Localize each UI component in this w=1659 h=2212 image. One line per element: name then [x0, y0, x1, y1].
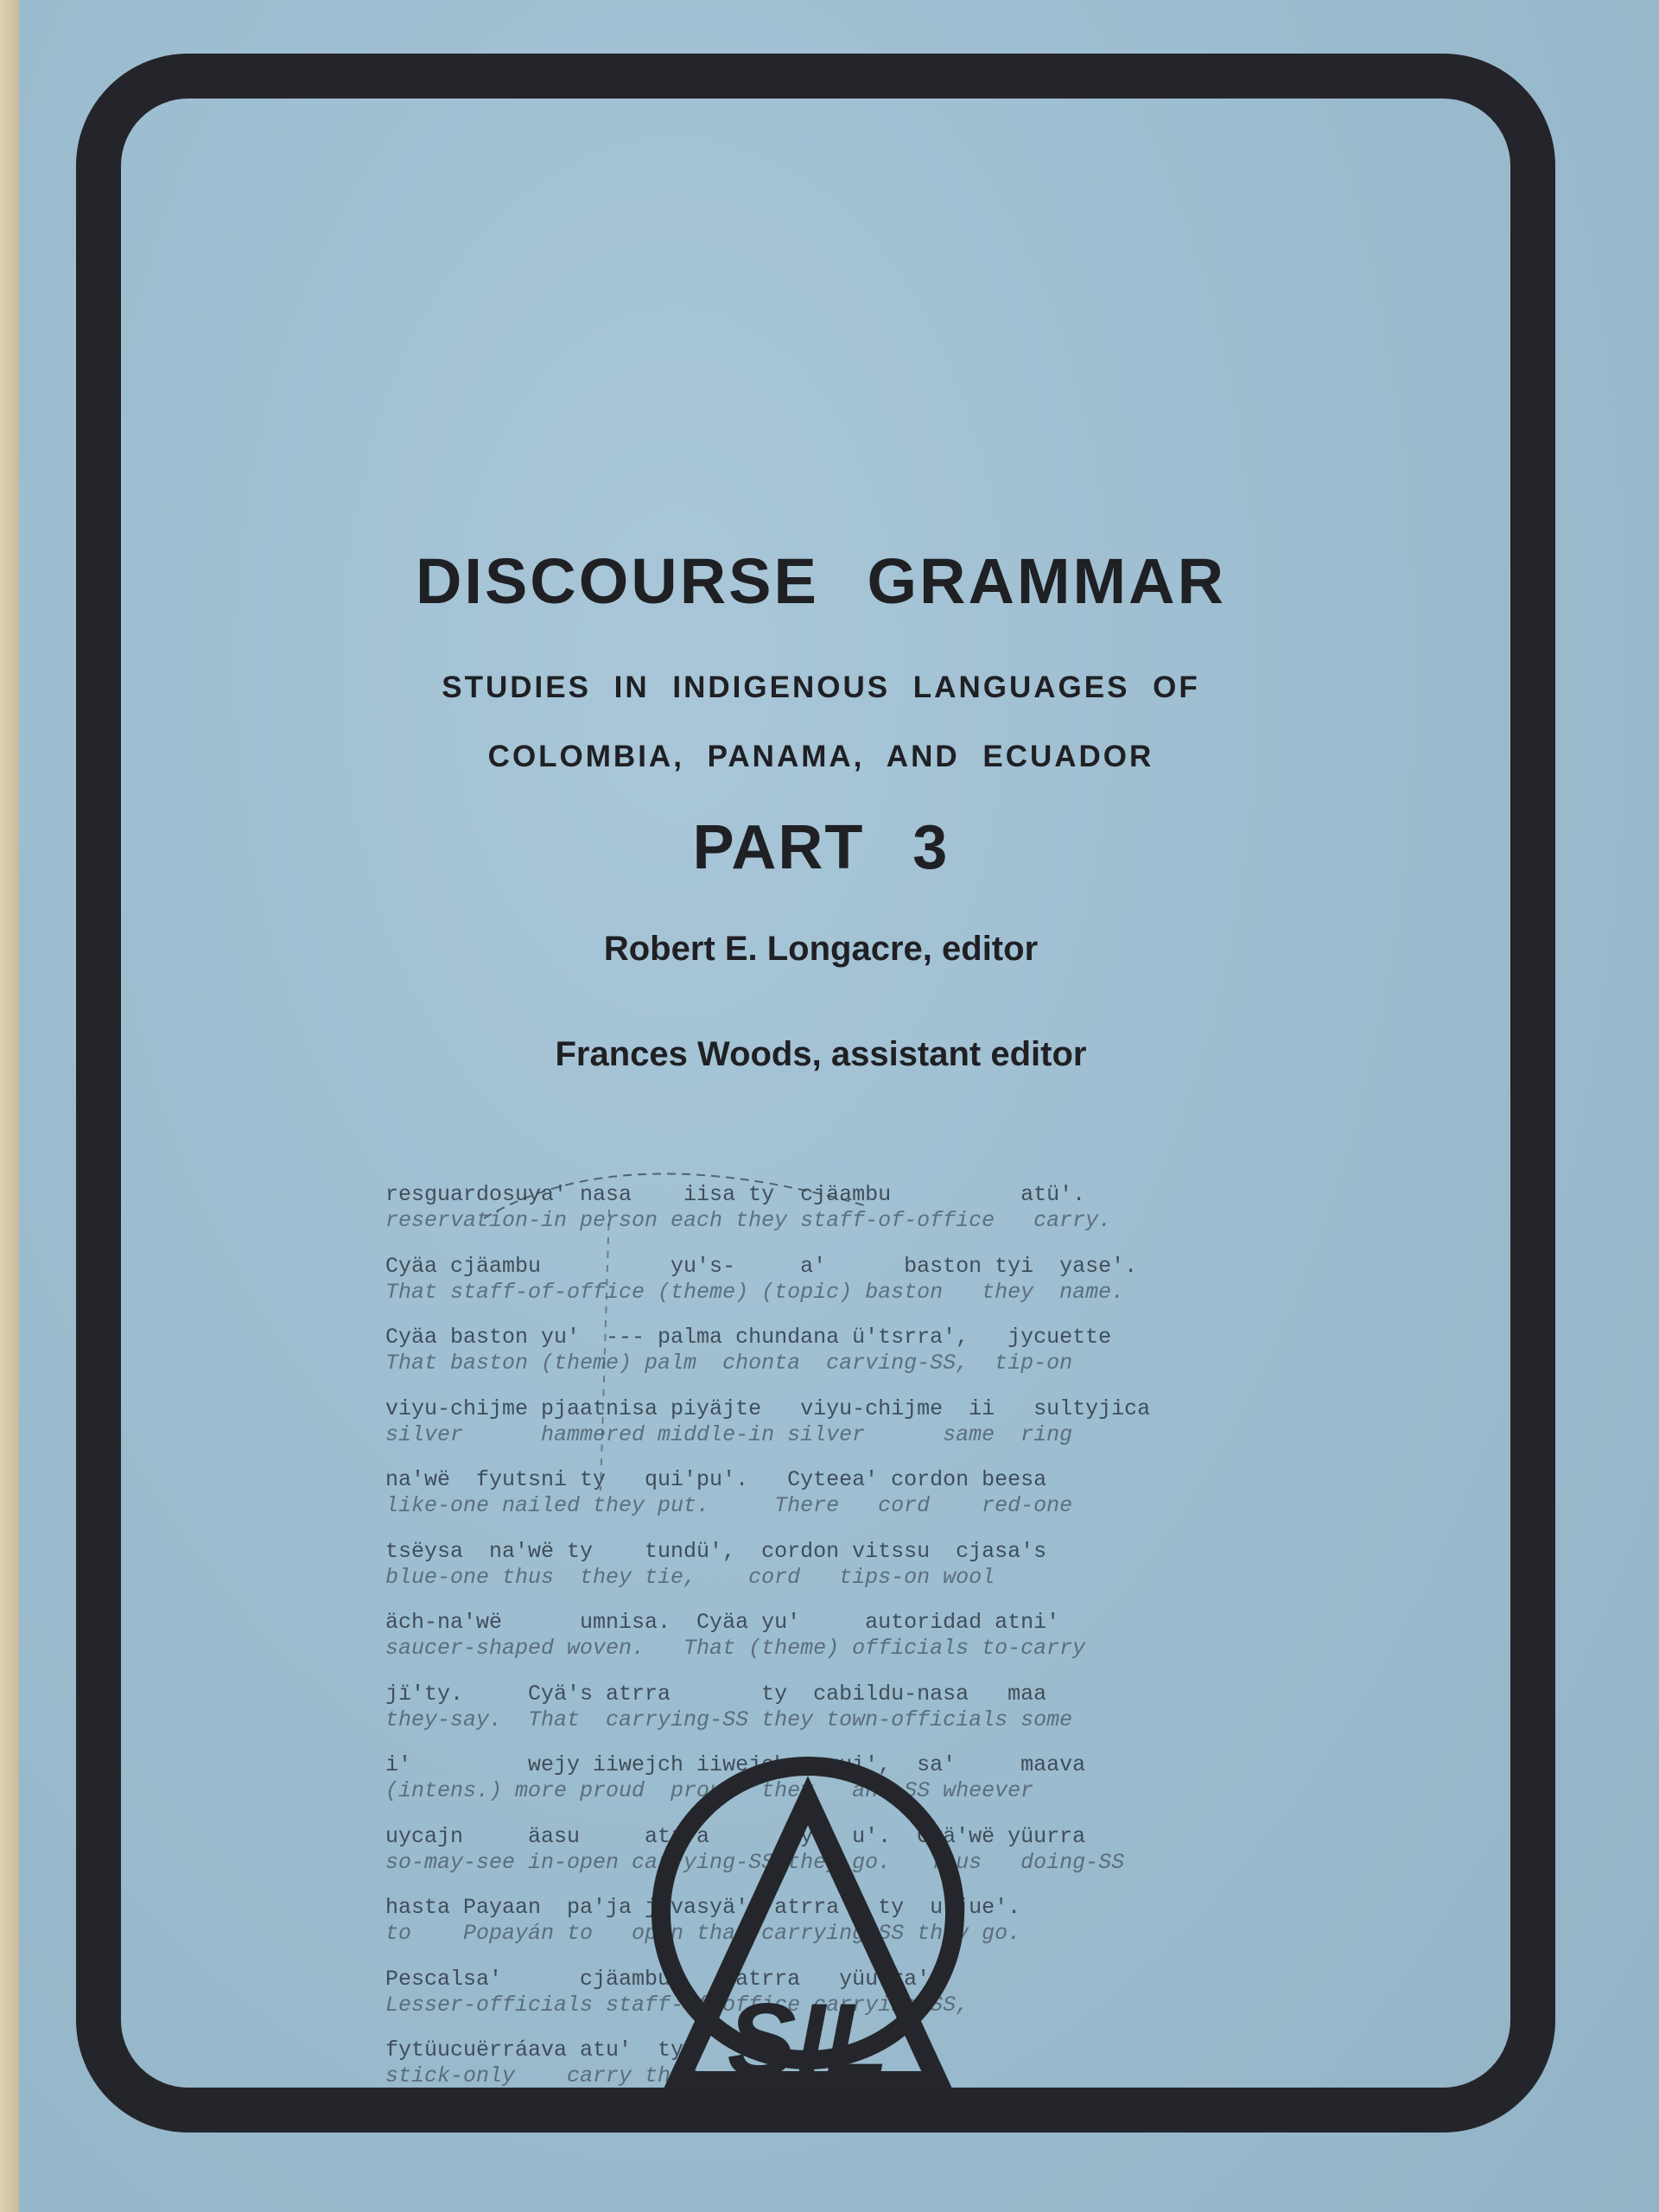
- gloss-line: silver hammered middle-in silver same ring: [385, 1421, 1073, 1447]
- vernacular-line: hasta Payaan pa'ja javasyä's atrra ty u'jue'.: [385, 1895, 1021, 1920]
- interlinear-line: [385, 1325, 1249, 1396]
- interlinear-line: [385, 1396, 1249, 1468]
- vernacular-line: tsëysa na'wë ty tundü', cordon vitssu cjasa's: [385, 1538, 1047, 1564]
- gloss-line: like-one nailed they put. There cord red-one: [385, 1493, 1073, 1518]
- vernacular-line: Pescalsa' cjäambu atrra yüurra',: [385, 1966, 944, 1992]
- vernacular-line: na'wë fyutsni ty qui'pu'. Cyteea' cordon beesa: [385, 1467, 1047, 1492]
- subtitle-line-1: STUDIES IN INDIGENOUS LANGUAGES OF: [442, 671, 1200, 704]
- interlinear-line: [385, 1254, 1249, 1325]
- vernacular-line: Cyäa baston yu' --- palma chundana ü'tsrra', jycuette: [385, 1325, 1112, 1350]
- book-spine-edge: [0, 0, 19, 2212]
- vernacular-line: uycajn äasu atrra tyu u'. Cyä'wë yüurra: [385, 1823, 1086, 1849]
- vernacular-line: Cyäa cjäambu yu's- a' baston tyi yase'.: [385, 1253, 1138, 1279]
- interlinear-line: [385, 1610, 1249, 1681]
- interlinear-line: [385, 1539, 1249, 1611]
- interlinear-line: [385, 1467, 1249, 1539]
- vernacular-line: jï'ty. Cyä's atrra ty cabildu-nasa maa: [385, 1681, 1047, 1707]
- vernacular-line: viyu-chijme pjaatnisa piyäjte viyu-chijme ii sultyjica: [385, 1395, 1151, 1421]
- part-number: PART 3: [692, 813, 950, 882]
- gloss-line: so-may-see in-open carrying-SS they go. Thus doing-SS: [385, 1849, 1125, 1875]
- gloss-line: That staff-of-office (theme) (topic) baston they name.: [385, 1279, 1125, 1305]
- gloss-line: stick-only carry they.: [385, 2063, 710, 2088]
- gloss-line: to Popayán to open that carrying-SS they go.: [385, 1921, 1021, 1946]
- book-title: DISCOURSE GRAMMAR: [415, 545, 1227, 617]
- subtitle-line-2: COLOMBIA, PANAMA, AND ECUADOR: [487, 740, 1154, 773]
- gloss-line: reservation-in person each they staff-of-office carry.: [385, 1208, 1112, 1233]
- editor-credit: Robert E. Longacre, editor: [603, 930, 1039, 968]
- vernacular-line: äch-na'wë umnisa. Cyäa yu' autoridad atni': [385, 1610, 1060, 1635]
- vernacular-line: fytüucuërráava atu' ty: [385, 2037, 684, 2063]
- gloss-line: blue-one thus they tie, cord tips-on wool: [385, 1564, 995, 1590]
- gloss-line: saucer-shaped woven. That (theme) officials to-carry: [385, 1636, 1086, 1661]
- interlinear-line: [385, 1681, 1249, 1753]
- gloss-line: they-say. That carrying-SS they town-officials some: [385, 1707, 1073, 1732]
- vernacular-line: i' wejy iiwejch iiwejch nagui', sa' maava: [385, 1752, 1086, 1777]
- title-block: [259, 543, 1382, 1080]
- sil-logo-text: SIL: [727, 1982, 889, 2098]
- gloss-line: (intens.) more proud proud they and-SS wheever: [385, 1778, 1034, 1803]
- vernacular-line: resguardosuya' nasa iisa ty cjäambu atü'.: [385, 1182, 1086, 1207]
- interlinear-line: [385, 1182, 1249, 1254]
- gloss-line: Lesser-officials staff-of-office carrying-SS,: [385, 1992, 969, 2018]
- assistant-editor-credit: Frances Woods, assistant editor: [555, 1035, 1087, 1073]
- sil-logo-icon: [626, 1749, 989, 2112]
- gloss-line: That baston (theme) palm chonta carving-SS, tip-on: [385, 1351, 1073, 1376]
